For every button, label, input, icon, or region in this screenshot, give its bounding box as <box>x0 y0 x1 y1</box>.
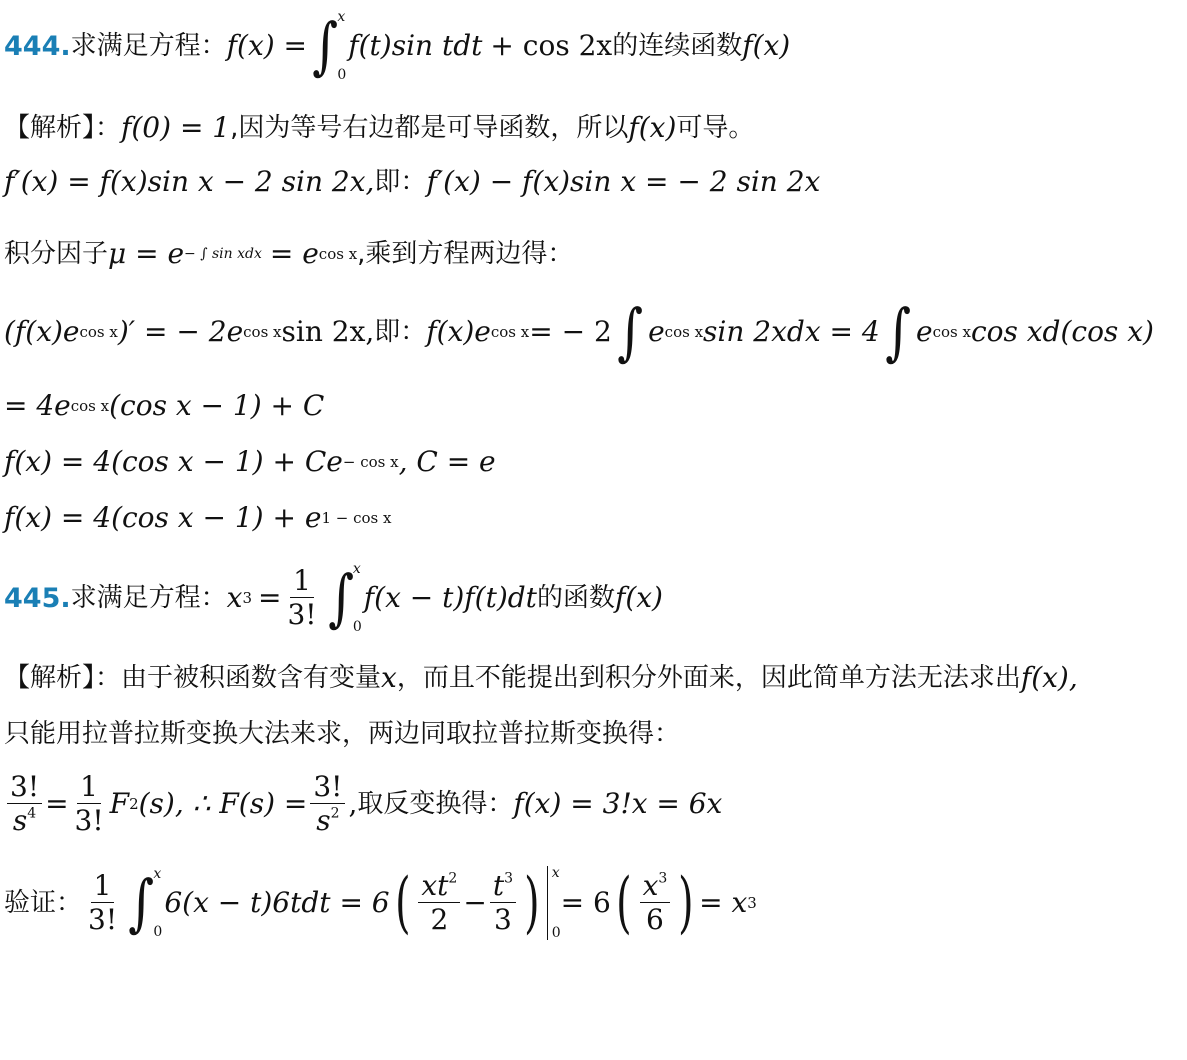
analysis-label: 【解析】： <box>4 663 122 693</box>
num-exp: 3 <box>658 870 668 887</box>
problem-intro: 求满足方程： <box>70 583 227 613</box>
math-fx: f(x) <box>628 111 677 144</box>
verify-integrand: 6(x − t)6tdt = 6 <box>164 886 390 919</box>
equation-lhs: f(x) = <box>226 29 308 62</box>
integral-sign: ∫ <box>312 9 339 82</box>
math-f: e <box>648 315 665 348</box>
integral-upper: x <box>352 561 361 577</box>
math-therefore: (s), ∴ F(s) = <box>138 787 308 820</box>
math-mu: μ = e <box>108 237 185 270</box>
math-c: sin 2x, <box>281 315 375 348</box>
fraction-denominator: 3! <box>88 902 118 936</box>
fraction-denominator <box>313 804 342 838</box>
problem-445-statement: 445 . 求满足方程： x 3 = $\frac{1}{3!}$ ∫ x 0 f(x − t)f(t)dt 的函数 f(x) <box>4 561 663 635</box>
math-fx: f(x), <box>1020 661 1078 694</box>
fraction-v <box>85 870 120 937</box>
fraction-numerator: 1 <box>91 870 115 903</box>
comma: , <box>348 787 358 820</box>
left-paren-2: ( <box>616 864 632 941</box>
math-l6a: f(x) = 4(cos x − 1) + Ce <box>4 445 343 478</box>
fraction-denominator: 2 <box>430 902 449 936</box>
fraction-denominator: 3 <box>493 902 512 936</box>
analysis-text-laplace: 只能用拉普拉斯变换大法来求，两边同取拉普拉斯变换得： <box>4 719 681 749</box>
math-f0: f(0) = 1 <box>121 111 231 144</box>
eq-sign: = <box>258 581 282 614</box>
num-text: xt <box>421 868 449 902</box>
problem-number-dot: . <box>60 30 71 62</box>
fraction-numerator: 3! <box>7 771 42 804</box>
analysis-text-2: ，而且不能提出到积分外面来，因此简单方法无法求出 <box>396 663 1021 693</box>
integral-lower: 0 <box>352 619 362 635</box>
math-result: f(x) = 3!x = 6x <box>513 787 723 820</box>
num-exp: 3 <box>504 870 513 887</box>
math-derivative-2: f′(x) − f(x)sin x = − 2 sin 2x <box>426 165 821 198</box>
fraction-p2 <box>490 870 516 937</box>
integral-sign: ∫ <box>884 295 911 368</box>
eq-sign: = <box>45 787 69 820</box>
num-text: x <box>642 868 659 902</box>
math-eq-e: = e <box>269 237 319 270</box>
math-l5b: (cos x − 1) + C <box>109 389 325 422</box>
integrand: f(x − t)f(t)dt <box>363 581 537 614</box>
equation-tail: + cos 2x <box>490 29 613 62</box>
problem-intro: 求满足方程： <box>70 31 227 61</box>
integral-lower: 0 <box>337 67 347 83</box>
right-paren-2: ) <box>678 864 694 941</box>
p444-analysis-line-4: (f(x)e cos x )′ = − 2e cos x sin 2x, 即： f(x)e cos x = − 2 ∫ e cos x sin 2xdx = 4 ∫ e cos x cos xd(cos x) <box>4 295 1154 368</box>
fraction-numerator <box>640 870 671 903</box>
fraction-p3 <box>640 870 671 937</box>
num-exp: 2 <box>448 870 458 887</box>
problem-444-statement <box>4 8 790 84</box>
fraction-denominator: 3! <box>74 803 104 837</box>
integral <box>325 562 362 634</box>
suffix-math: f(x) <box>614 581 663 614</box>
equation-suffix-math: f(x) <box>742 29 791 62</box>
integral-sign: ∫ <box>617 295 643 368</box>
final-result: = x <box>699 886 748 919</box>
eq-lhs: x <box>226 581 243 614</box>
problem-number: 444 <box>4 30 61 62</box>
p444-analysis-line-6: f(x) = 4(cos x − 1) + Ce − cos x , C = e <box>4 445 496 478</box>
p444-analysis-line-5: = 4e cos x (cos x − 1) + C <box>4 389 325 422</box>
integral-3 <box>882 295 914 368</box>
den-s: s <box>12 803 28 837</box>
math-g: sin 2xdx = 4 <box>703 315 880 348</box>
math-a: (f(x)e <box>4 315 80 348</box>
problem-number-dot: . <box>60 582 71 614</box>
p444-analysis-line-2 <box>4 164 820 200</box>
verify-label: 验证： <box>4 888 83 918</box>
math-i: cos xd(cos x) <box>970 315 1154 348</box>
p444-analysis-line-3: 积分因子 μ = e − ∫ sin xdx = e cos x ,乘到方程两边得： <box>4 237 574 270</box>
integral-limits <box>353 562 362 634</box>
math-l7a: f(x) = 4(cos x − 1) + e <box>4 501 322 534</box>
integral-lower: 0 <box>153 924 163 940</box>
integral-limits <box>153 867 162 939</box>
integral-upper: x <box>337 9 346 25</box>
integral-limits <box>337 10 346 82</box>
eval-upper: x <box>551 865 560 881</box>
fraction-2 <box>72 771 107 838</box>
minus-sign: − <box>463 886 487 919</box>
equation-suffix-text: 的连续函数 <box>612 31 743 61</box>
math-l6b: , C = e <box>398 445 496 478</box>
math-F: F <box>109 787 130 820</box>
analysis-text: 由于被积函数含有变量 <box>121 663 382 693</box>
integral-sign: ∫ <box>327 561 354 634</box>
den-s: s <box>316 803 331 837</box>
analysis-text-2: 可导。 <box>676 113 755 143</box>
eq-six: = 6 <box>560 886 611 919</box>
p445-analysis-line-3: $\frac{3!}{s^4}$ = $\frac{1}{3!}$ F 2 (s), ∴ F(s) = $\frac{3!}{s^2}$ , 取反变换得： f(x) = 3!x = 6x <box>4 764 722 844</box>
p445-analysis-line-1 <box>4 660 1078 696</box>
integral <box>125 867 162 939</box>
text-ji-2: 即： <box>374 317 427 347</box>
p445-analysis-line-2 <box>4 716 680 752</box>
fraction-denominator: 6 <box>646 902 664 936</box>
math-b: )′ = − 2e <box>117 315 244 348</box>
fraction <box>284 565 319 632</box>
fraction-numerator: 1 <box>290 565 314 598</box>
analysis-text: ,因为等号右边都是可导函数，所以 <box>230 113 629 143</box>
math-h: e <box>916 315 933 348</box>
den-exp: 2 <box>330 805 340 822</box>
fraction-denominator <box>10 804 39 838</box>
math-e: = − 2 <box>529 315 612 348</box>
den-exp: 4 <box>27 805 37 822</box>
p444-analysis-line-1 <box>4 110 754 146</box>
fraction-denominator: 3! <box>287 597 317 631</box>
integral-2 <box>614 295 646 368</box>
integrand: f(t)sin tdt <box>348 29 483 62</box>
integral <box>309 10 346 82</box>
problem-number: 445 <box>4 582 61 614</box>
evaluation-bar <box>547 866 561 940</box>
right-paren: ) <box>524 864 540 941</box>
left-paren: ( <box>394 864 411 941</box>
text-integrating-factor: 积分因子 <box>4 239 109 269</box>
math-d: f(x)e <box>426 315 491 348</box>
suffix-text: 的函数 <box>536 583 615 613</box>
p444-analysis-line-7: f(x) = 4(cos x − 1) + e 1 − cos x <box>4 501 392 534</box>
fraction-3 <box>310 771 345 838</box>
text-ji: 即： <box>374 167 427 197</box>
fraction-numerator <box>490 870 516 903</box>
eval-lower: 0 <box>551 925 561 941</box>
fraction-1 <box>7 771 42 838</box>
num-text: t <box>492 868 505 902</box>
fraction-numerator: 1 <box>77 771 101 804</box>
integral-sign: ∫ <box>128 866 155 939</box>
text-multiply: ,乘到方程两边得： <box>357 239 574 269</box>
math-l5a: = 4e <box>4 389 71 422</box>
math-derivative: f′(x) = f(x)sin x − 2 sin 2x, <box>4 165 375 198</box>
integral-upper: x <box>153 866 162 882</box>
fraction-numerator: 3! <box>310 771 345 804</box>
text-inverse: 取反变换得： <box>357 789 514 819</box>
analysis-label: 【解析】： <box>4 113 122 143</box>
math-x: x <box>381 661 397 694</box>
fraction-p1 <box>418 870 460 937</box>
fraction-numerator <box>418 870 460 903</box>
p445-verification: 验证： $\frac{1}{3!}$ ∫ x 0 6(x − t)6tdt = 6 ( $\frac{xt^2}{2}$ − $\frac{t^3}{3}$ ) x 0 = 6 ( $\frac{x^3}{6}$ ) = x 3 <box>4 864 757 941</box>
